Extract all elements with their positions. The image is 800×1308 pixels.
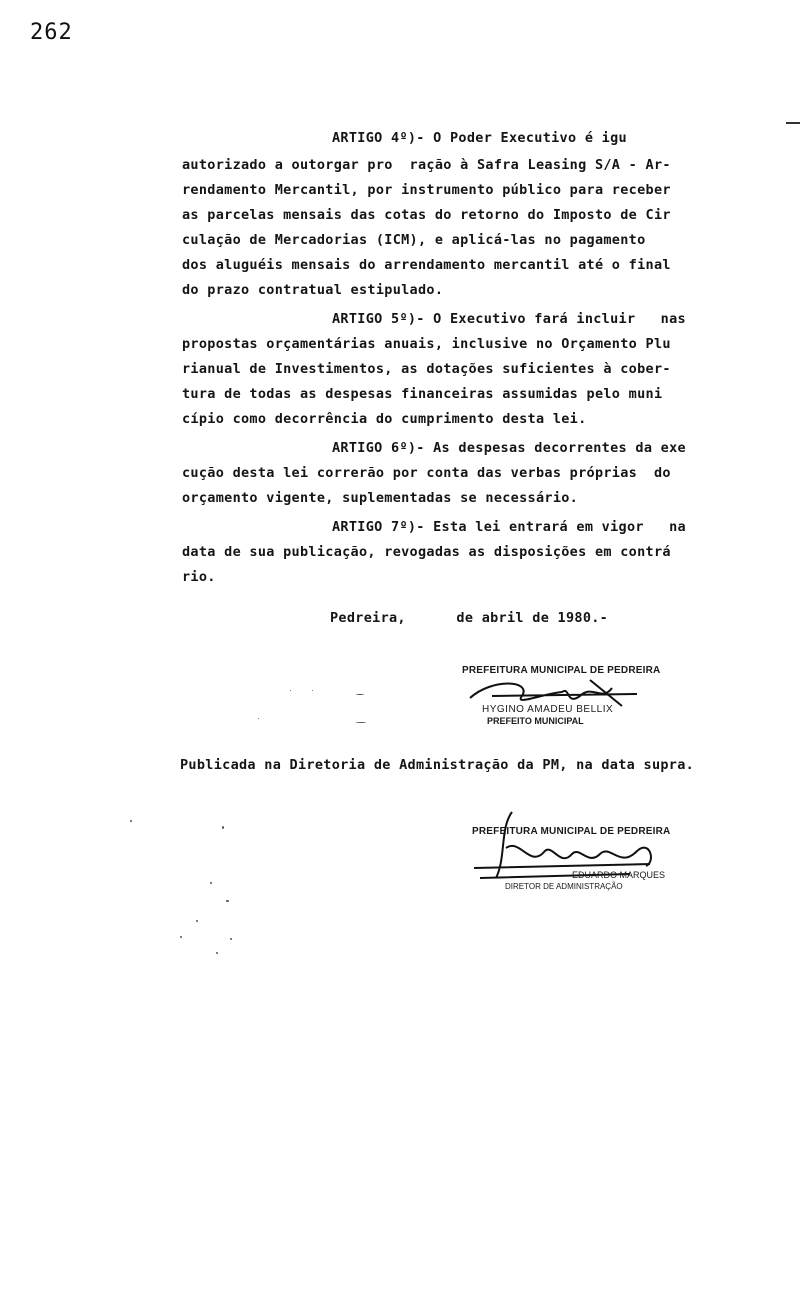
article-4-line-6: dos aluguéis mensais do arrendamento mercantil até o final <box>182 257 671 273</box>
article-6-line-3: orçamento vigente, suplementadas se necessário. <box>182 490 579 506</box>
article-7-line-2: data de sua publicação, revogadas as disposições em contrá <box>182 544 671 560</box>
article-5-line-1: ARTIGO 5º)- O Executivo fará incluir nas <box>332 311 686 327</box>
article-5-line-3: rianual de Investimentos, as dotações suficientes à cober- <box>182 361 671 377</box>
director-name: EDUARDO MARQUES <box>572 870 666 880</box>
article-7-line-1: ARTIGO 7º)- Esta lei entrará em vigor na <box>332 519 686 535</box>
publication-note: Publicada na Diretoria de Administração da PM, na data supra. <box>180 757 695 773</box>
edge-mark <box>786 122 800 124</box>
director-role: DIRETOR DE ADMINISTRAÇÃO <box>505 882 623 891</box>
article-4-line-3: rendamento Mercantil, por instrumento público para receber <box>182 182 671 198</box>
page-number: 262 <box>30 20 73 45</box>
article-4-line-4: as parcelas mensais das cotas do retorno do Imposto de Cir <box>182 207 671 223</box>
article-6-line-1: ARTIGO 6º)- As despesas decorrentes da exe <box>332 440 686 456</box>
article-5-line-2: propostas orçamentárias anuais, inclusive no Orçamento Plu <box>182 336 671 352</box>
article-4-line-7: do prazo contratual estipulado. <box>182 282 444 298</box>
article-5-line-4: tura de todas as despesas financeiras assumidas pelo muni <box>182 386 663 402</box>
director-stamp-title: PREFEITURA MUNICIPAL DE PEDREIRA <box>472 826 671 837</box>
article-4-line-2: autorizado a outorgar pro ração à Safra Leasing S/A - Ar- <box>182 157 671 173</box>
mayor-role: PREFEITO MUNICIPAL <box>487 716 584 726</box>
article-6-line-2: cução desta lei correrão por conta das verbas próprias do <box>182 465 671 481</box>
mayor-stamp-title: PREFEITURA MUNICIPAL DE PEDREIRA <box>462 665 661 676</box>
article-5-line-5: cípio como decorrência do cumprimento desta lei. <box>182 411 587 427</box>
mayor-name: HYGINO AMADEU BELLIX <box>482 704 614 715</box>
article-7-line-3: rio. <box>182 569 216 585</box>
article-4-line-5: culação de Mercadorias (ICM), e aplicá-las no pagamento <box>182 232 646 248</box>
date-line: Pedreira, de abril de 1980.- <box>330 610 609 626</box>
article-4-line-1: ARTIGO 4º)- O Poder Executivo é igu <box>332 130 627 146</box>
